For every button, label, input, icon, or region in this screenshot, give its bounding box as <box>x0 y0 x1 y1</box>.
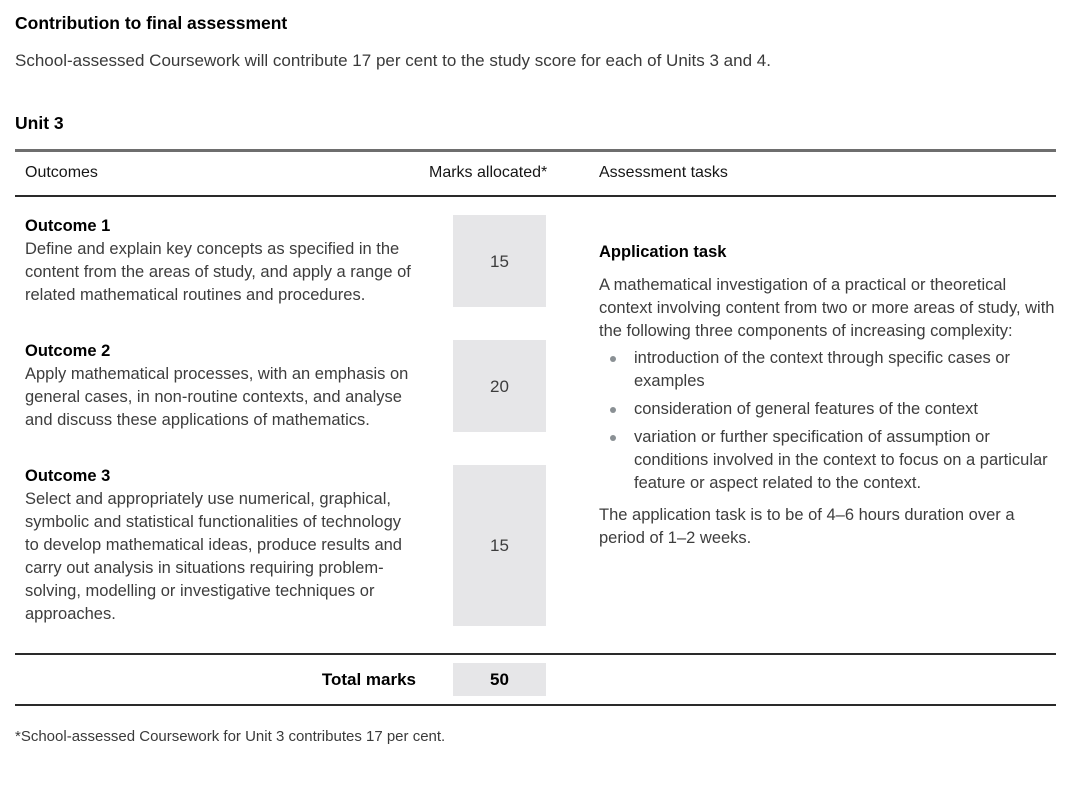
column-header-outcomes: Outcomes <box>25 164 98 181</box>
bullet-text: consideration of general features of the context <box>634 400 978 418</box>
outcome-2-description: Apply mathematical processes, with an emphasis on general cases, in non-routine contexts, and analyse and discuss these applications of mathematics. <box>25 365 409 429</box>
application-task-bullet-list <box>599 347 1056 495</box>
application-task-intro: A mathematical investigation of a practical or theoretical context involving content from two or more areas of study, with the following three components of increasing complexity: <box>599 276 1055 340</box>
marks-cell-outcome-1: 15 <box>453 215 546 307</box>
outcome-3-title: Outcome 3 <box>25 467 111 485</box>
table-row-outcome-1 <box>15 215 599 307</box>
table-row-outcome-2 <box>15 340 599 432</box>
outcome-2-cell <box>15 340 429 432</box>
total-marks-row <box>15 653 1056 704</box>
intro-paragraph: School-assessed Coursework will contribute 17 per cent to the study score for each of Units 3 and 4. <box>15 51 771 70</box>
assessment-table <box>15 149 1056 706</box>
bullet-text: introduction of the context through specific cases or examples <box>634 349 1011 390</box>
outcome-1-description: Define and explain key concepts as specified in the content from the areas of study, and apply a range of related mathematical routines and procedures. <box>25 240 411 304</box>
column-header-tasks: Assessment tasks <box>599 164 728 181</box>
marks-cell-outcome-2: 20 <box>453 340 546 432</box>
outcome-2-title: Outcome 2 <box>25 342 111 360</box>
table-row-outcome-3 <box>15 465 599 626</box>
marks-cell-outcome-3: 15 <box>453 465 546 626</box>
total-marks-value: 50 <box>453 663 546 696</box>
bullet-icon <box>610 435 616 441</box>
assessment-tasks-column <box>599 215 1056 626</box>
table-footnote: *School-assessed Coursework for Unit 3 contributes 17 per cent. <box>15 728 446 745</box>
bullet-icon <box>610 407 616 413</box>
column-header-marks: Marks allocated* <box>429 164 548 181</box>
outcome-1-title: Outcome 1 <box>25 217 111 235</box>
unit-heading: Unit 3 <box>15 113 64 133</box>
outcome-1-cell <box>15 215 429 307</box>
outcome-3-cell <box>15 465 429 626</box>
list-item <box>599 347 1056 393</box>
application-task-duration-note: The application task is to be of 4–6 hours duration over a period of 1–2 weeks. <box>599 506 1015 547</box>
bullet-text: variation or further specification of assumption or conditions involved in the context to focus on a particular feature or aspect related to the context. <box>634 428 1048 492</box>
outcomes-column <box>15 215 599 626</box>
list-item <box>599 426 1056 495</box>
table-header-row <box>15 152 1056 197</box>
section-title: Contribution to final assessment <box>15 13 288 33</box>
total-marks-label: Total marks <box>321 670 416 689</box>
list-item <box>599 398 1056 421</box>
table-body <box>15 197 1056 653</box>
bullet-icon <box>610 356 616 362</box>
outcome-3-description: Select and appropriately use numerical, graphical, symbolic and statistical functionalities of technology to develop mathematical ideas, produce results and carry out analysis in situations requiring problem-solving, modelling or investigative techniques or approaches. <box>25 490 402 623</box>
application-task-title: Application task <box>599 243 727 261</box>
